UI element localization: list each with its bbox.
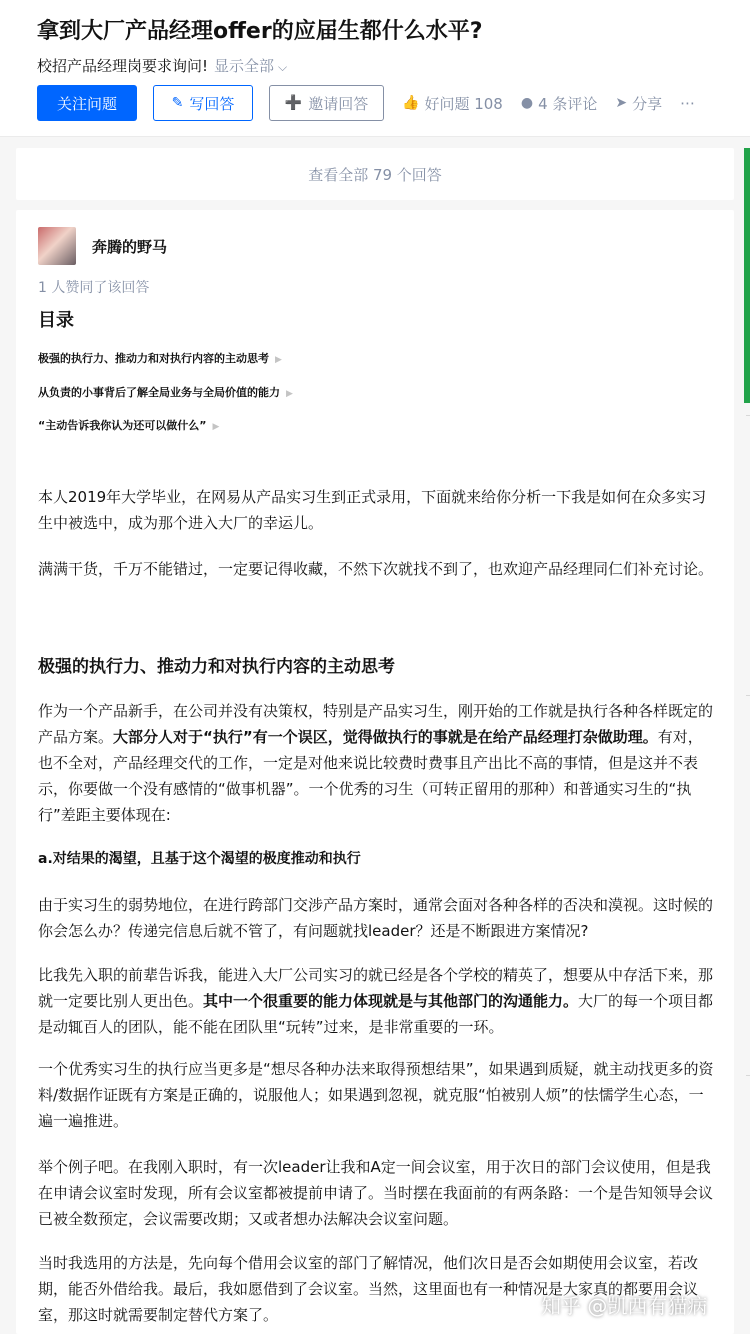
text-span: 大厂的每一个项目都是动辄百人的团队，能不能在团队里“玩转”过来，是非常重要的一环。 <box>38 992 714 1036</box>
view-all-answers-button[interactable]: 查看全部 79 个回答 <box>16 148 734 200</box>
bold-text-span: 其中一个很重要的能力体现就是与其他部门的沟通能力。 <box>203 992 579 1010</box>
intro-paragraph: 本人2019年大学毕业，在网易从产品实习生到正式录用，下面就来给你分析一下我是如何在众多实习生中被选中，成为那个进入大厂的幸运儿。 <box>38 488 707 532</box>
toc-item-label: “主动告诉我你认为还可以做什么” <box>38 419 207 432</box>
bold-text-span: 大部分人对于“执行”有一个误区，觉得做执行的事就是在给产品经理打杂做助理。 <box>113 728 658 746</box>
write-answer-button[interactable] <box>153 85 253 121</box>
invite-answer-label: 邀请回答 <box>308 94 369 113</box>
add-user-icon: ➕ <box>284 95 303 111</box>
author-name[interactable]: 奔腾的野马 <box>92 238 168 256</box>
more-icon: ⋯ <box>680 94 696 112</box>
text-span: 有对，也不全对，产品经理交代的工作，一定是对他来说比较费时费事且产出比不高的事情，但是这并不表示，你要做一个没有感情的“做事机器”。一个优秀的习生（可转正留用的那种）和普通实习生的“执行”差距主要体现在: <box>38 728 703 824</box>
toc-item-label: 从负责的小事背后了解全局业务与全局价值的能力 <box>38 386 280 399</box>
body-paragraph: 由于实习生的弱势地位，在进行跨部门交涉产品方案时，通常会面对各种各样的否决和漠视。这时候的你会怎么办？传递完信息后就不管了，有问题就找leader？还是不断跟进方案情况? <box>38 896 714 940</box>
comment-icon: ● <box>520 95 534 111</box>
triangle-right-icon: ▶ <box>275 355 282 365</box>
side-divider <box>746 695 750 696</box>
toc-item[interactable] <box>38 417 219 433</box>
sub-heading: a.对结果的渴望，且基于这个渴望的极度推动和执行 <box>38 851 361 867</box>
body-paragraph: 一个优秀实习生的执行应当更多是“想尽各种办法来取得预想结果”，如果遇到质疑，就主动找更多的资料/数据作证既有方案是正确的，说服他人；如果遇到忽视，就克服“怕被别人烦”的怯懦学生心态，一遍一遍推进。 <box>38 1060 714 1130</box>
side-divider <box>746 415 750 416</box>
question-title[interactable]: 拿到大厂产品经理offer的应届生都什么水平? <box>37 19 483 44</box>
triangle-right-icon: ▶ <box>212 422 220 432</box>
body-paragraph <box>38 962 714 1040</box>
toc-item[interactable] <box>38 384 293 400</box>
answer-card <box>16 210 734 1334</box>
question-description <box>37 55 287 76</box>
chevron-down-icon[interactable]: ⌵ <box>278 60 288 74</box>
follow-question-button[interactable]: 关注问题 <box>37 85 137 121</box>
upvote-question-button[interactable] <box>402 93 503 114</box>
toc-title: 目录 <box>38 310 74 331</box>
toc-item-label: 极强的执行力、推动力和对执行内容的主动思考 <box>38 352 269 365</box>
comments-label: 4 条评论 <box>538 94 598 113</box>
paper-plane-icon: ➤ <box>615 95 628 111</box>
side-divider <box>746 1075 750 1076</box>
upvote-label: 好问题 108 <box>424 94 503 113</box>
comments-button[interactable] <box>521 93 598 114</box>
toc-item[interactable] <box>38 350 282 366</box>
body-paragraph: 当时我选用的方法是，先向每个借用会议室的部门了解情况，他们次日是否会如期使用会议室，若改期，能否外借给我。最后，我如愿借到了会议室。当然，这里面也有一种情况是大家真的都要用会议室，那这时就需要制定替代方案了。 <box>38 1254 699 1324</box>
avatar[interactable] <box>38 227 76 265</box>
body-paragraph: 举个例子吧。在我刚入职时，有一次leader让我和A定一间会议室，用于次日的部门会议使用，但是我在申请会议室时发现，所有会议室都被提前申请了。当时摆在我面前的有两条路：一个是告知领导会议已被全数预定，会议需要改期；又或者想办法解决会议室问题。 <box>38 1158 714 1228</box>
section-heading: 极强的执行力、推动力和对执行内容的主动思考 <box>38 657 395 677</box>
share-button[interactable] <box>615 93 662 114</box>
write-answer-label: 写回答 <box>189 94 235 113</box>
pencil-icon: ✎ <box>171 95 184 111</box>
body-paragraph <box>38 698 714 828</box>
triangle-right-icon: ▶ <box>286 389 293 399</box>
share-label: 分享 <box>632 94 663 113</box>
intro-paragraph: 满满干货，千万不能错过，一定要记得收藏，不然下次就找不到了，也欢迎产品经理同仁们补充讨论。 <box>38 560 714 578</box>
side-scroll-indicator <box>744 148 750 403</box>
show-all-link[interactable]: 显示全部 <box>214 57 275 75</box>
invite-answer-button[interactable] <box>269 85 384 121</box>
text-span: 比我先入职的前辈告诉我，能进入大厂公司实习的就已经是各个学校的精英了，想要从中存活下来，那就一定要比别人更出色。 <box>38 966 714 1010</box>
watermark: 知乎 @凯西有猫病 <box>541 1294 708 1318</box>
thumbs-up-icon: 👍 <box>402 95 420 111</box>
voters-count: 1 人赞同了该回答 <box>38 280 150 296</box>
question-description-text: 校招产品经理岗要求询问! <box>37 57 209 75</box>
question-header <box>0 0 750 137</box>
text-span: 作为一个产品新手，在公司并没有决策权，特别是产品实习生，刚开始的工作就是执行各种各样既定的产品方案。 <box>38 702 714 746</box>
more-options-button[interactable] <box>680 94 695 112</box>
question-actions <box>37 85 695 121</box>
